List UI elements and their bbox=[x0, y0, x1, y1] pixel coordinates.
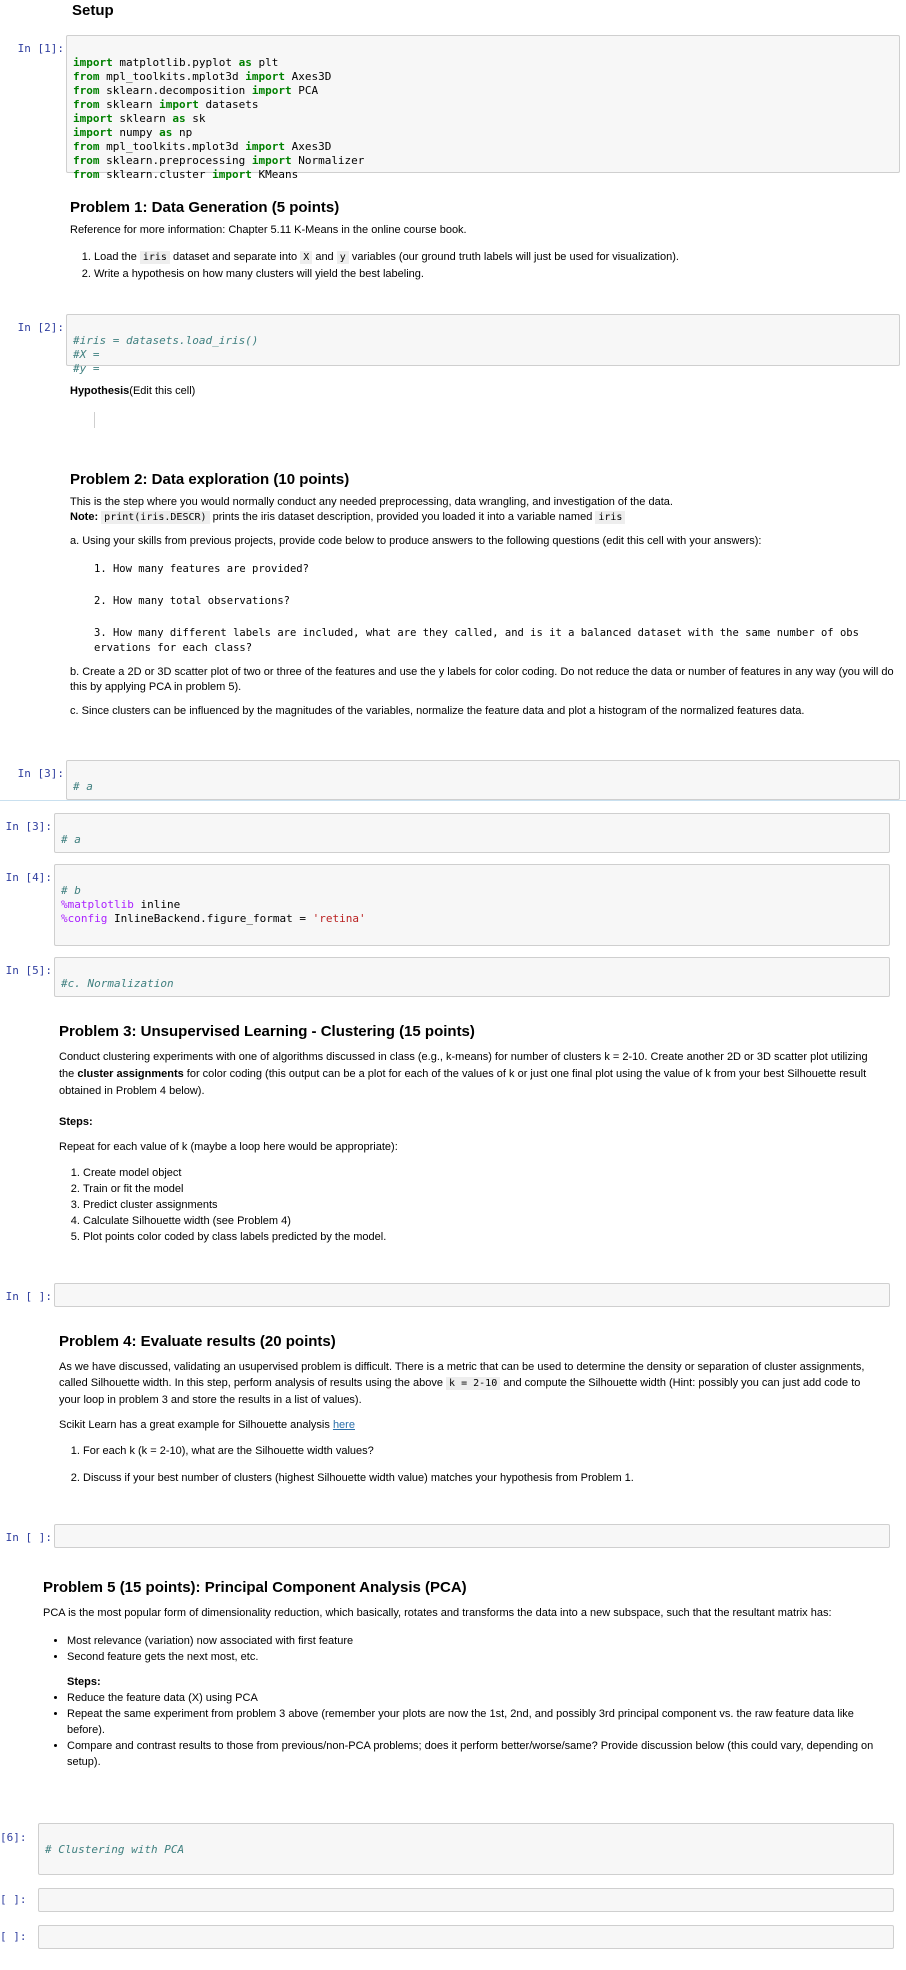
cell-prompt: [ ]: bbox=[0, 1930, 27, 1943]
code-cell-empty[interactable] bbox=[38, 1888, 894, 1912]
problem5-intro: PCA is the most popular form of dimensionality reduction, which basically, rotates and transforms the data into a new subspace, such that the resultant matrix has: bbox=[43, 1607, 832, 1619]
inline-code: X bbox=[300, 251, 312, 264]
question-3: 3. How many different labels are included, what are they called, and is it a balanced dataset with the same number of obs bbox=[94, 627, 859, 639]
inline-code: iris bbox=[595, 511, 625, 524]
problem4-list bbox=[59, 1443, 881, 1486]
inline-code: iris bbox=[140, 251, 170, 264]
segment-divider bbox=[0, 800, 906, 801]
cell-prompt: In [ ]: bbox=[5, 1290, 52, 1303]
cell-prompt: In [3]: bbox=[17, 767, 64, 780]
code-line: #y = bbox=[73, 362, 100, 375]
code-line: from sklearn import datasets bbox=[73, 98, 259, 111]
code-cell-empty[interactable] bbox=[54, 1524, 890, 1548]
code-line: # b bbox=[61, 884, 81, 897]
code-cell-a[interactable] bbox=[66, 760, 900, 800]
list-item: 5. Plot points color coded by class labels predicted by the model. bbox=[83, 1229, 881, 1245]
setup-title: Setup bbox=[72, 2, 114, 19]
problem5-bullets bbox=[43, 1633, 883, 1665]
code-line: from sklearn.cluster import KMeans bbox=[73, 168, 299, 181]
problem5-section bbox=[43, 1580, 883, 1770]
text-cursor bbox=[94, 412, 95, 428]
code-cell-b[interactable] bbox=[54, 864, 890, 946]
code-line: # a bbox=[73, 780, 93, 793]
problem2-title: Problem 2: Data exploration (10 points) bbox=[70, 471, 350, 488]
problem1-title: Problem 1: Data Generation (5 points) bbox=[70, 199, 340, 216]
inline-code: print(iris.DESCR) bbox=[101, 511, 209, 524]
question-2: 2. How many total observations? bbox=[94, 595, 290, 607]
imports-code bbox=[73, 56, 893, 182]
problem4-intro: As we have discussed, validating an usupervised problem is difficult. There is a metric that can be used to determine the density or separation of cluster assignments, called Silhouette width. In this step, perform analysis of results using the above k = 2-10 and compute the Silhouette width (Hint: possibly you can just add code to your loop in problem 3 and store the results in a list of values). bbox=[59, 1361, 865, 1406]
inline-code: y bbox=[337, 251, 349, 264]
problem2-intro: This is the step where you would normally conduct any needed preprocessing, data wrangling, and investigation of the data. bbox=[70, 496, 673, 508]
code-cell-pca[interactable] bbox=[38, 1823, 894, 1875]
problem2-part-b: b. Create a 2D or 3D scatter plot of two or three of the features and use the y labels for color coding. Do not reduce the data or number of features in any way (you will do this by applying PCA in problem 5). bbox=[70, 666, 894, 693]
code-cell-imports[interactable] bbox=[66, 35, 900, 181]
list-item: • Compare and contrast results to those from previous/non-PCA problems; does it perform better/worse/same? Provide discussion below (this could vary, depending on setup). bbox=[67, 1738, 883, 1770]
problem5-steps-label: Steps: bbox=[67, 1676, 101, 1688]
cell-prompt: [6]: bbox=[0, 1831, 27, 1844]
list-item: 4. Calculate Silhouette width (see Problem 4) bbox=[83, 1213, 881, 1229]
code-cell-a-repeat[interactable] bbox=[54, 813, 890, 853]
cell-prompt: In [3]: bbox=[5, 820, 52, 833]
cell-prompt: In [1]: bbox=[17, 42, 64, 55]
cell-prompt: [ ]: bbox=[0, 1893, 27, 1906]
problem3-title: Problem 3: Unsupervised Learning - Clustering (15 points) bbox=[59, 1023, 475, 1040]
problem3-steps-label: Steps: bbox=[59, 1116, 93, 1128]
code-line: #X = bbox=[73, 348, 100, 361]
question-3-cont: ervations for each class? bbox=[94, 642, 253, 654]
list-item: 1. Load the iris dataset and separate into X and y variables (our ground truth labels will just be used for visualization). bbox=[94, 249, 890, 266]
problem2-note: Note: print(iris.DESCR) prints the iris dataset description, provided you loaded it into a variable named iris bbox=[70, 510, 898, 525]
inline-code: k = 2-10 bbox=[446, 1377, 500, 1390]
setup-heading bbox=[72, 3, 114, 20]
problem3-section bbox=[59, 1024, 881, 1245]
code-line: # a bbox=[61, 833, 81, 846]
list-item: 2. Write a hypothesis on how many clusters will yield the best labeling. bbox=[94, 266, 890, 282]
problem4-title: Problem 4: Evaluate results (20 points) bbox=[59, 1333, 336, 1350]
list-item: 3. Predict cluster assignments bbox=[83, 1197, 881, 1213]
silhouette-example-link[interactable]: here bbox=[332, 1419, 355, 1431]
code-line: import matplotlib.pyplot as plt bbox=[73, 56, 279, 69]
code-line: %matplotlib inline bbox=[61, 898, 181, 911]
problem1-section bbox=[70, 200, 890, 282]
code-line: #c. Normalization bbox=[61, 977, 174, 990]
code-line: from sklearn.decomposition import PCA bbox=[73, 84, 319, 97]
code-cell-load-iris[interactable] bbox=[66, 314, 900, 375]
list-item: • Second feature gets the next most, etc. bbox=[67, 1649, 883, 1665]
problem5-steps bbox=[43, 1690, 883, 1770]
problem3-repeat: Repeat for each value of k (maybe a loop here would be appropriate): bbox=[59, 1141, 398, 1153]
code-line: from mpl_toolkits.mplot3d import Axes3D bbox=[73, 140, 332, 153]
question-1: 1. How many features are provided? bbox=[94, 563, 309, 575]
problem1-reference: Reference for more information: Chapter 5.11 K-Means in the online course book. bbox=[70, 224, 467, 236]
list-item: 1. Create model object bbox=[83, 1165, 881, 1181]
code-line: %config InlineBackend.figure_format = 'retina' bbox=[61, 912, 366, 925]
code-line: #iris = datasets.load_iris() bbox=[73, 334, 259, 347]
code-line: from mpl_toolkits.mplot3d import Axes3D bbox=[73, 70, 332, 83]
problem3-list bbox=[59, 1165, 881, 1245]
cell-prompt: In [4]: bbox=[5, 871, 52, 884]
problem2-part-c: c. Since clusters can be influenced by the magnitudes of the variables, normalize the feature data and plot a histogram of the normalized features data. bbox=[70, 705, 805, 717]
code-line: import numpy as np bbox=[73, 126, 193, 139]
code-line: # Clustering with PCA bbox=[45, 1843, 185, 1856]
problem4-section bbox=[59, 1334, 881, 1486]
code-line: from sklearn.preprocessing import Normalizer bbox=[73, 154, 365, 167]
problem3-intro: Conduct clustering experiments with one of algorithms discussed in class (e.g., k-means) for number of clusters k = 2-10. Create another 2D or 3D scatter plot utilizing the cluster assignments for color coding (this output can be a plot for each of the values of k or just one final plot using the value of k from your best Silhouette result obtained in Problem 4 below). bbox=[59, 1051, 868, 1097]
list-item: 2. Discuss if your best number of clusters (highest Silhouette width value) matches your hypothesis from Problem 1. bbox=[83, 1470, 881, 1486]
cell-prompt: In [ ]: bbox=[5, 1531, 52, 1544]
hypothesis-label: Hypothesis bbox=[70, 385, 130, 397]
code-cell-empty[interactable] bbox=[54, 1283, 890, 1307]
problem5-title: Problem 5 (15 points): Principal Component Analysis (PCA) bbox=[43, 1579, 467, 1596]
code-line: import sklearn as sk bbox=[73, 112, 206, 125]
list-item: • Repeat the same experiment from problem 3 above (remember your plots are now the 1st, 2nd, and possibly 3rd principal component vs. the raw feature data like before). bbox=[67, 1706, 883, 1738]
cell-prompt: In [5]: bbox=[5, 964, 52, 977]
problem2-part-a: a. Using your skills from previous projects, provide code below to produce answers to the following questions (edit this cell with your answers): bbox=[70, 535, 762, 547]
code-cell-empty[interactable] bbox=[38, 1925, 894, 1949]
hypothesis-cell[interactable] bbox=[70, 384, 195, 399]
cell-prompt: In [2]: bbox=[17, 321, 64, 334]
hypothesis-hint: (Edit this cell) bbox=[129, 385, 196, 397]
problem4-sklearn: Scikit Learn has a great example for Silhouette analysis here bbox=[59, 1419, 355, 1431]
list-item: 2. Train or fit the model bbox=[83, 1181, 881, 1197]
list-item: • Most relevance (variation) now associated with first feature bbox=[67, 1633, 883, 1649]
code-cell-c[interactable] bbox=[54, 957, 890, 997]
list-item: 1. For each k (k = 2-10), what are the Silhouette width values? bbox=[83, 1443, 881, 1459]
problem1-list bbox=[70, 249, 890, 282]
problem2-section bbox=[70, 472, 898, 719]
list-item: • Reduce the feature data (X) using PCA bbox=[67, 1690, 883, 1706]
